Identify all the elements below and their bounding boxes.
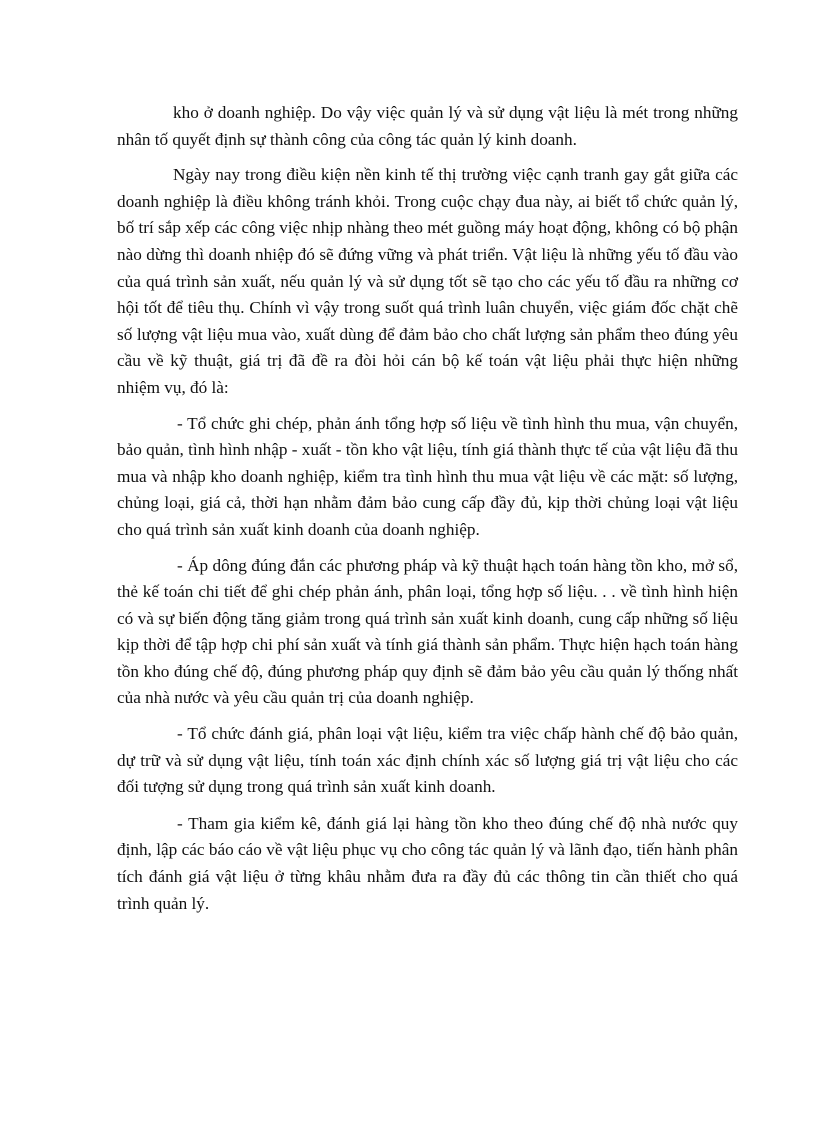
paragraph-intro-continuation: kho ở doanh nghiệp. Do vậy việc quản lý và sử dụng vật liệu là mét trong những nhân tố quyết định sự thành công của công tác quản lý kinh doanh. — [117, 103, 738, 149]
paragraph-task-recording: - Tổ chức ghi chép, phản ánh tổng hợp số liệu về tình hình thu mua, vận chuyển, bảo quản, tình hình nhập - xuất - tồn kho vật liệu, tính giá thành thực tế của vật liệu đã thu mua và nhập kho doanh nghiệp, kiểm tra tình hình thu mua vật liệu về các mặt: số lượng, chủng loại, giá cả, thời hạn nhằm đảm bảo cung cấp đầy đủ, kịp thời chủng loại vật liệu cho quá trình sản xuất kinh doanh của doanh nghiệp. — [117, 413, 738, 539]
paragraph-task-evaluation: - Tổ chức đánh giá, phân loại vật liệu, kiểm tra việc chấp hành chế độ bảo quản, dự trữ và sử dụng vật liệu, tính toán xác định chính xác số lượng giá trị vật liệu cho các đối tượng sử dụng trong quá trình sản xuất kinh doanh. — [117, 724, 738, 797]
document-body — [117, 100, 738, 917]
paragraph-market-context: Ngày nay trong điều kiện nền kinh tế thị trường việc cạnh tranh gay gắt giữa các doanh nghiệp là điều không tránh khỏi. Trong cuộc chạy đua này, ai biết tổ chức quản lý, bố trí sắp xếp các công việc nhịp nhàng theo mét guồng máy hoạt động, không có bộ phận nào dừng thì doanh nhiệp đó sẽ đứng vững và phát triển. Vật liệu là những yếu tố đầu vào của quá trình sản xuất, nếu quản lý và sử dụng tốt sẽ tạo cho các yếu tố đầu ra những cơ hội tốt để tiêu thụ. Chính vì vậy trong suốt quá trình luân chuyển, việc giám đốc chặt chẽ số lượng vật liệu mua vào, xuất dùng để đảm bảo cho chất lượng sản phẩm theo đúng yêu cầu về kỹ thuật, giá trị đã đề ra đòi hỏi cán bộ kế toán vật liệu phải thực hiện những nhiệm vụ, đó là: — [117, 165, 738, 397]
paragraph-task-accounting-methods: - Áp dông đúng đắn các phương pháp và kỹ thuật hạch toán hàng tồn kho, mở sổ, thẻ kế toán chi tiết để ghi chép phản ánh, phân loại, tổng hợp số liệu. . . về tình hình hiện có và sự biến động tăng giảm trong quá trình sản xuất kinh doanh, cung cấp những số liệu kịp thời để tập hợp chi phí sản xuất và tính giá thành sản phẩm. Thực hiện hạch toán hàng tồn kho đúng chế độ, đúng phương pháp quy định sẽ đảm bảo yêu cầu quản lý thống nhất của nhà nước và yêu cầu quản trị của doanh nghiệp. — [117, 555, 738, 708]
paragraph-task-inventory-check: - Tham gia kiểm kê, đánh giá lại hàng tồn kho theo đúng chế độ nhà nước quy định, lập các báo cáo về vật liệu phục vụ cho công tác quản lý và lãnh đạo, tiến hành phân tích đánh giá vật liệu ở từng khâu nhằm đưa ra đầy đủ các thông tin cần thiết cho quá trình quản lý. — [117, 813, 738, 913]
